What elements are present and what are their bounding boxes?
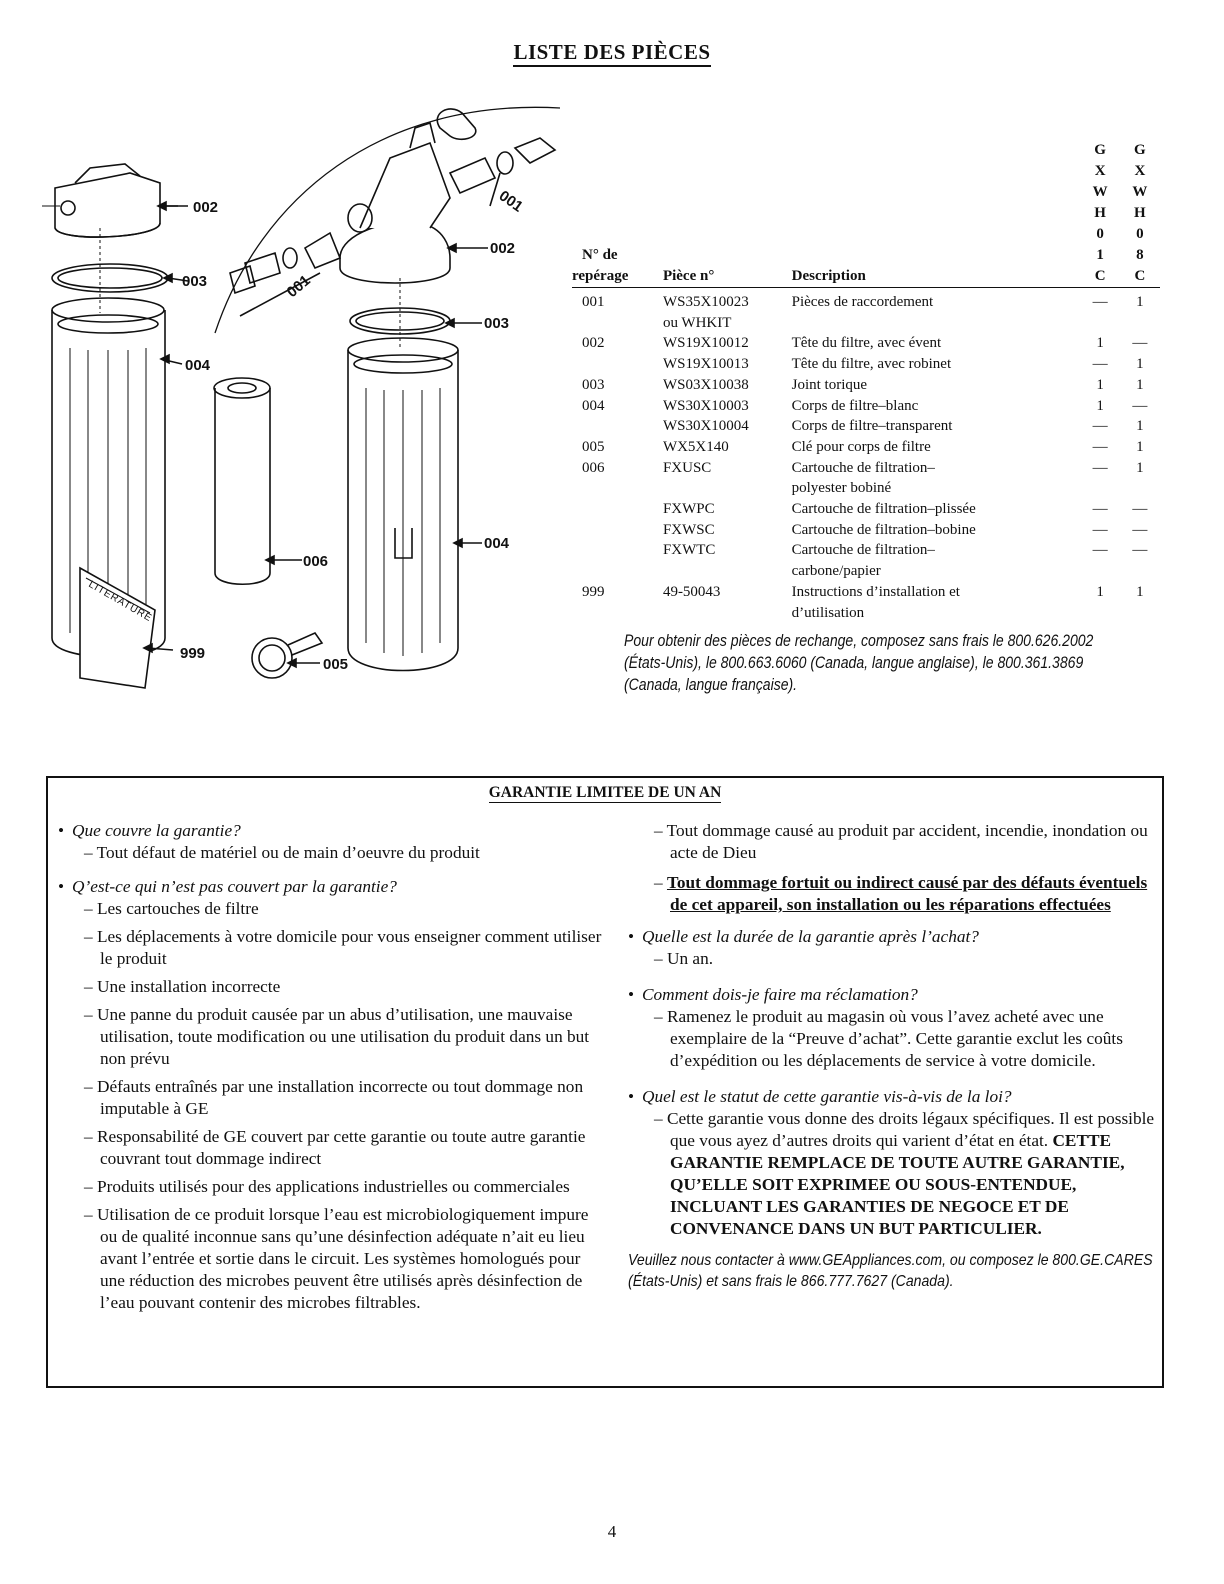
parts-cell-q1: 1 (1096, 397, 1104, 414)
parts-cell-q1 (1081, 478, 1120, 499)
model-code-letter: X (1094, 163, 1106, 179)
parts-cell-q1: — (1092, 438, 1108, 455)
exclusion-item-incidental: – Tout dommage fortuit ou indirect causé par des défauts éventuels de cet appareil, son installation ou les réparations effectuées (654, 873, 1148, 914)
parts-cell-q2: — (1132, 501, 1148, 518)
model-code-2 (1120, 140, 1160, 266)
answer-item: – Tout défaut de matériel ou de main d’oeuvre du produit (84, 843, 480, 862)
exclusion-item: – Responsabilité de GE couvert par cette garantie ou toute autre garantie couvrant tout dommage indirect (84, 1127, 586, 1168)
parts-cell-rep: 002 (582, 335, 605, 352)
parts-cell-q1: — (1092, 501, 1108, 518)
parts-row (572, 375, 1160, 396)
parts-cell-piece (663, 478, 792, 499)
parts-cell-q2: — (1132, 542, 1148, 559)
answer-item: – Cette garantie vous donne des droits légaux spécifiques. Il est possible que vous ayez d’autres droits qui varient d’état en état. CETTE GARANTIE REMPLACE DE TOUTE AUTRE GARANTIE, QU’ELLE SOIT EXPRIMEE OU SOUS-ENTENDUE, INCLUANT LES GARANTIES DE NEGOCE ET DE CONVENANCE DANS UN BUT PARTICULIER. (654, 1109, 1155, 1238)
header-repere: repérage (572, 266, 663, 288)
parts-diagram (30, 88, 570, 708)
parts-cell-rep (572, 499, 663, 520)
parts-cell-desc: Joint torique (791, 376, 868, 393)
callout-002-left: 002 (193, 199, 219, 216)
parts-cell-q1 (1081, 561, 1120, 582)
exclusion-item: – Les déplacements à votre domicile pour vous enseigner comment utiliser le produit (84, 927, 602, 968)
parts-cell-q2 (1120, 603, 1160, 624)
callout-003-right: 003 (484, 315, 510, 332)
parts-cell-desc: polyester bobiné (791, 480, 892, 497)
parts-cell-rep: 999 (582, 583, 605, 600)
parts-cell-desc: Cartouche de filtration– (791, 459, 935, 476)
parts-row (572, 437, 1160, 458)
parts-cell-q1 (1081, 313, 1120, 334)
parts-cell-q1: — (1092, 521, 1108, 538)
model-code-letter: 0 (1136, 226, 1144, 242)
question-not-covered: • Q’est-ce qui n’est pas couvert par la garantie? (58, 876, 608, 898)
parts-cell-q1: — (1092, 542, 1108, 559)
question-duration: • Quelle est la durée de la garantie après l’achat? (628, 926, 1156, 948)
parts-cell-desc: Tête du filtre, avec évent (791, 335, 942, 352)
answer-item: – Un an. (654, 949, 714, 968)
model-code-letter: X (1134, 163, 1146, 179)
parts-cell-q2: 1 (1136, 438, 1144, 455)
parts-table-header (572, 266, 1160, 288)
callout-001-right: 001 (495, 187, 526, 216)
parts-row (572, 288, 1160, 313)
parts-cell-rep: 004 (582, 397, 605, 414)
parts-cell-piece: FXWPC (662, 501, 715, 518)
header-piece: Pièce n° (663, 266, 792, 288)
parts-row (572, 354, 1160, 375)
exclusion-item: – Tout dommage causé au produit par accident, incendie, inondation ou acte de Dieu (654, 821, 1148, 862)
parts-cell-piece: WS03X10038 (662, 376, 749, 393)
header-repere-line1: N° de (582, 247, 618, 263)
parts-cell-q1 (1081, 603, 1120, 624)
exclusion-item: – Une panne du produit causée par un abus d’utilisation, une mauvaise utilisation, toute modification ou une utilisation du produit dans un but non prévu (84, 1005, 590, 1068)
parts-cell-q2: 1 (1136, 356, 1144, 373)
parts-cell-piece (663, 603, 792, 624)
callout-004-right: 004 (484, 535, 510, 552)
parts-cell-q2: — (1132, 335, 1148, 352)
parts-cell-rep (572, 354, 663, 375)
parts-cell-piece: FXWTC (662, 542, 716, 559)
parts-cell-piece: WS30X10003 (662, 397, 749, 414)
parts-cell-q1: — (1092, 459, 1108, 476)
page-title: LISTE DES PIÈCES (0, 40, 1224, 65)
parts-cell-piece: 49-50043 (662, 583, 721, 600)
parts-cell-desc (792, 313, 1081, 334)
parts-table (572, 140, 1160, 623)
exclusion-item: – Défauts entraînés par une installation incorrecte ou tout dommage non imputable à GE (84, 1077, 584, 1118)
parts-row (572, 540, 1160, 561)
parts-cell-q1: 1 (1096, 335, 1104, 352)
parts-row (572, 333, 1160, 354)
parts-row (572, 520, 1160, 541)
parts-cell-q1: 1 (1096, 583, 1104, 600)
model-code-letter: 1 (1096, 247, 1104, 263)
parts-cell-q2: 1 (1136, 459, 1144, 476)
callout-006: 006 (303, 553, 329, 570)
parts-cell-q1: 1 (1096, 376, 1104, 393)
parts-row (572, 478, 1160, 499)
parts-cell-desc: Cartouche de filtration–plissée (791, 501, 976, 518)
header-code2-last: C (1120, 266, 1160, 288)
parts-cell-desc: Corps de filtre–blanc (791, 397, 919, 414)
parts-row (572, 561, 1160, 582)
answer-item: – Ramenez le produit au magasin où vous l’avez acheté avec une exemplaire de la “Preuve d’achat”. Cette garantie exclut les coûts d’expédition ou les déplacements de service à votre domicile. (654, 1007, 1123, 1070)
parts-cell-q2 (1120, 313, 1160, 334)
parts-row (572, 458, 1160, 479)
parts-cell-desc: Pièces de raccordement (791, 294, 934, 310)
parts-cell-q2: — (1132, 397, 1148, 414)
parts-row (572, 416, 1160, 437)
parts-cell-desc: d’utilisation (791, 604, 865, 621)
parts-cell-q2: 1 (1136, 294, 1144, 310)
exclusion-item: – Les cartouches de filtre (84, 899, 259, 918)
order-note: Pour obtenir des pièces de rechange, composez sans frais le 800.626.2002 (États-Unis), le 800.663.6060 (Canada, langue anglaise), le 800.361.3869 (Canada, langue française). (624, 632, 1094, 694)
parts-row (572, 603, 1160, 624)
parts-cell-piece: WS19X10013 (662, 356, 749, 373)
warranty-left-column (58, 820, 608, 1314)
parts-cell-rep (572, 603, 663, 624)
parts-cell-desc: carbone/papier (791, 563, 881, 580)
parts-cell-q2 (1120, 478, 1160, 499)
exclusion-item: – Utilisation de ce produit lorsque l’eau est microbiologiquement impure ou de qualité inconnue sans qu’une désinfection adéquate n’ait eu lieu avant l’entrée et sortie dans le circuit. Les systèmes homologués pour une réduction des microbes peuvent être utilisés après désinfection de l’eau pouvant contenir des microbes filtrables. (84, 1205, 589, 1312)
parts-cell-piece: WS35X10023 (662, 294, 749, 310)
parts-cell-rep: 001 (582, 294, 605, 310)
parts-row (572, 582, 1160, 603)
model-code-letter: 0 (1096, 226, 1104, 242)
parts-cell-q2: 1 (1136, 376, 1144, 393)
parts-cell-rep (572, 313, 663, 334)
parts-cell-rep: 006 (582, 459, 605, 476)
literature-label: LITERATURE (86, 579, 154, 625)
parts-row (572, 396, 1160, 417)
header-description: Description (792, 266, 1081, 288)
warranty-right-column (628, 820, 1156, 1292)
header-code1-last: C (1081, 266, 1120, 288)
parts-row (572, 313, 1160, 334)
exclusion-item: – Produits utilisés pour des applications industrielles ou commerciales (84, 1177, 570, 1196)
parts-cell-rep: 005 (582, 438, 605, 455)
model-code-letter: 8 (1136, 247, 1144, 263)
parts-row (572, 499, 1160, 520)
parts-cell-q1: — (1092, 356, 1108, 373)
callout-003-left: 003 (182, 273, 208, 290)
parts-cell-desc: Cartouche de filtration–bobine (791, 521, 976, 538)
parts-cell-rep (572, 540, 663, 561)
warranty-box (46, 776, 1164, 1388)
parts-cell-piece: WX5X140 (662, 438, 729, 455)
model-code-letter: H (1094, 205, 1106, 221)
parts-cell-rep (572, 520, 663, 541)
parts-cell-desc: Tête du filtre, avec robinet (791, 356, 952, 373)
parts-cell-piece: ou WHKIT (662, 314, 732, 331)
parts-cell-piece: FXWSC (662, 521, 715, 538)
parts-cell-desc: Corps de filtre–transparent (791, 418, 953, 435)
question-legal-status: • Quel est le statut de cette garantie vis-à-vis de la loi? (628, 1086, 1156, 1108)
parts-cell-piece: FXUSC (662, 459, 712, 476)
parts-cell-q1: — (1092, 294, 1108, 310)
question-claim: • Comment dois-je faire ma réclamation? (628, 984, 1156, 1006)
model-code-letter: W (1092, 184, 1108, 200)
parts-cell-piece: WS30X10004 (662, 418, 749, 435)
warranty-title: GARANTIE LIMITEE DE UN AN (488, 784, 722, 801)
parts-cell-rep (572, 416, 663, 437)
callout-004-left: 004 (185, 357, 211, 374)
parts-table-codes-row (572, 140, 1160, 266)
parts-cell-piece: WS19X10012 (662, 335, 749, 352)
parts-cell-rep: 003 (582, 376, 605, 393)
parts-cell-desc: Instructions d’installation et (791, 583, 960, 600)
parts-cell-q2: — (1132, 521, 1148, 538)
page-number: 4 (607, 1522, 617, 1541)
parts-cell-desc: Clé pour corps de filtre (791, 438, 931, 455)
callout-999: 999 (180, 645, 206, 662)
contact-note: Veuillez nous contacter à www.GEAppliances.com, ou composez le 800.GE.CARES (États-Unis) et sans frais le 866.777.7627 (Canada). (628, 1252, 1153, 1290)
parts-cell-q2: 1 (1136, 583, 1144, 600)
model-code-letter: W (1132, 184, 1148, 200)
model-code-letter: G (1134, 142, 1146, 158)
model-code-letter: G (1094, 142, 1106, 158)
parts-cell-rep (572, 478, 663, 499)
parts-cell-piece (663, 561, 792, 582)
parts-cell-q2 (1120, 561, 1160, 582)
callout-001-left: 001 (283, 271, 314, 302)
exclusion-item: – Une installation incorrecte (84, 977, 281, 996)
parts-table-body (572, 288, 1160, 624)
parts-cell-desc: Cartouche de filtration– (791, 542, 935, 559)
callout-005: 005 (323, 656, 349, 673)
parts-cell-q1: — (1092, 418, 1108, 435)
callout-002-right: 002 (490, 240, 516, 257)
parts-cell-q2: 1 (1136, 418, 1144, 435)
parts-cell-rep (572, 561, 663, 582)
model-code-letter: H (1134, 205, 1146, 221)
question-coverage: • Que couvre la garantie? (58, 820, 608, 842)
model-code-1 (1081, 140, 1120, 266)
